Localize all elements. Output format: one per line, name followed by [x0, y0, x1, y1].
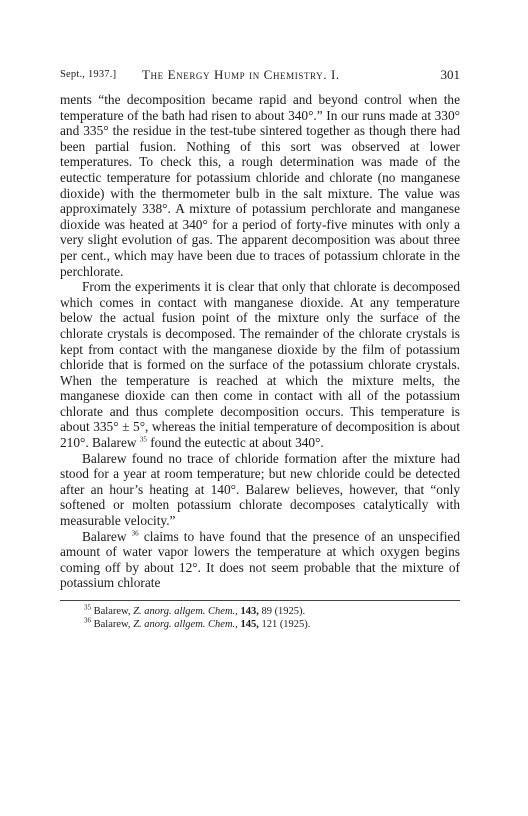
footnote-divider [60, 600, 460, 601]
footnote-36 [84, 618, 460, 631]
paragraph-4-author: Balarew [82, 528, 127, 544]
paragraph-2-tail: found the eutectic at about 340°. [150, 435, 324, 451]
footnote-volume: 143, [240, 606, 259, 617]
footnote-pages: 89 (1925). [261, 606, 306, 617]
body-text [60, 92, 460, 591]
footnote-journal: Z. anorg. allgem. Chem., [133, 606, 238, 617]
paragraph-2 [60, 279, 460, 451]
footnote-author: Balarew, [93, 619, 131, 630]
paragraph-1: ments “the decomposition became rapid and beyond control when the temperature of the bath had risen to about 340°.” In our runs made at 330° and 335° the residue in the test-tube sintered together as though there had been partial fusion. Nothing of this sort was observed at lower temperatures. To check this, a rough determination was made of the eutectic temperature for potassium chloride and chlorate (no manganese dioxide) with the thermometer bulb in the salt mixture. The value was approximately 338°. A mixture of potassium perchlorate and manganese dioxide was heated at 340° for a period of forty-five minutes with only a very slight evolution of gas. The apparent decomposition was about three per cent., which may have been due to traces of potassium chlorate in the perchlorate. [60, 92, 460, 279]
footnote-ref-35: 35 [139, 435, 147, 444]
page-number: 301 [440, 67, 460, 82]
footnote-pages: 121 (1925). [261, 619, 311, 630]
header-date: Sept., 1937.] [60, 69, 117, 80]
footnotes [60, 605, 460, 631]
paragraph-2-text: From the experiments it is clear that only that chlorate is decomposed which comes in contact with manganese dioxide. At any temperature below the actual fusion point of the mixture only the surface of the chlorate crystals is decomposed. The remainder of the chlorate crystals is kept from contact with the manganese dioxide by the film of potassium chloride that is formed on the surface of the potassium chlorate crystals. When the temperature is reached at which the mixture melts, the manganese dioxide can then come in contact with all of the potassium chlorate and thus complete decomposition occurs. This temperature is about 335° ± 5°, whereas the initial temperature of decomposition is about 210°. [60, 279, 460, 451]
paragraph-4 [60, 529, 460, 591]
paragraph-3: Balarew found no trace of chloride formation after the mixture had stood for a year at room temperature; but new chloride could be detected after an hour’s heating at 140°. Balarew believes, however, that “only softened or molten potassium chlorate decomposes catalytically with measurable velocity.” [60, 450, 460, 529]
page [60, 66, 460, 631]
footnote-number: 35 [84, 603, 91, 612]
footnote-35 [84, 605, 460, 618]
footnote-author: Balarew, [93, 606, 131, 617]
footnote-ref-36: 36 [131, 529, 139, 538]
header-title: The Energy Hump in Chemistry. I. [142, 67, 340, 82]
footnote-number: 36 [84, 616, 91, 625]
paragraph-2-author: Balarew [92, 435, 137, 451]
footnote-journal: Z. anorg. allgem. Chem., [133, 619, 238, 630]
footnote-volume: 145, [240, 619, 259, 630]
running-header [60, 66, 460, 84]
paragraph-4-text: claims to have found that the presence of an unspecified amount of water vapor lowers the temperature at which oxygen begins coming off by about 12°. It does not seem probable that the mixture of potassium chlorate [60, 528, 460, 591]
